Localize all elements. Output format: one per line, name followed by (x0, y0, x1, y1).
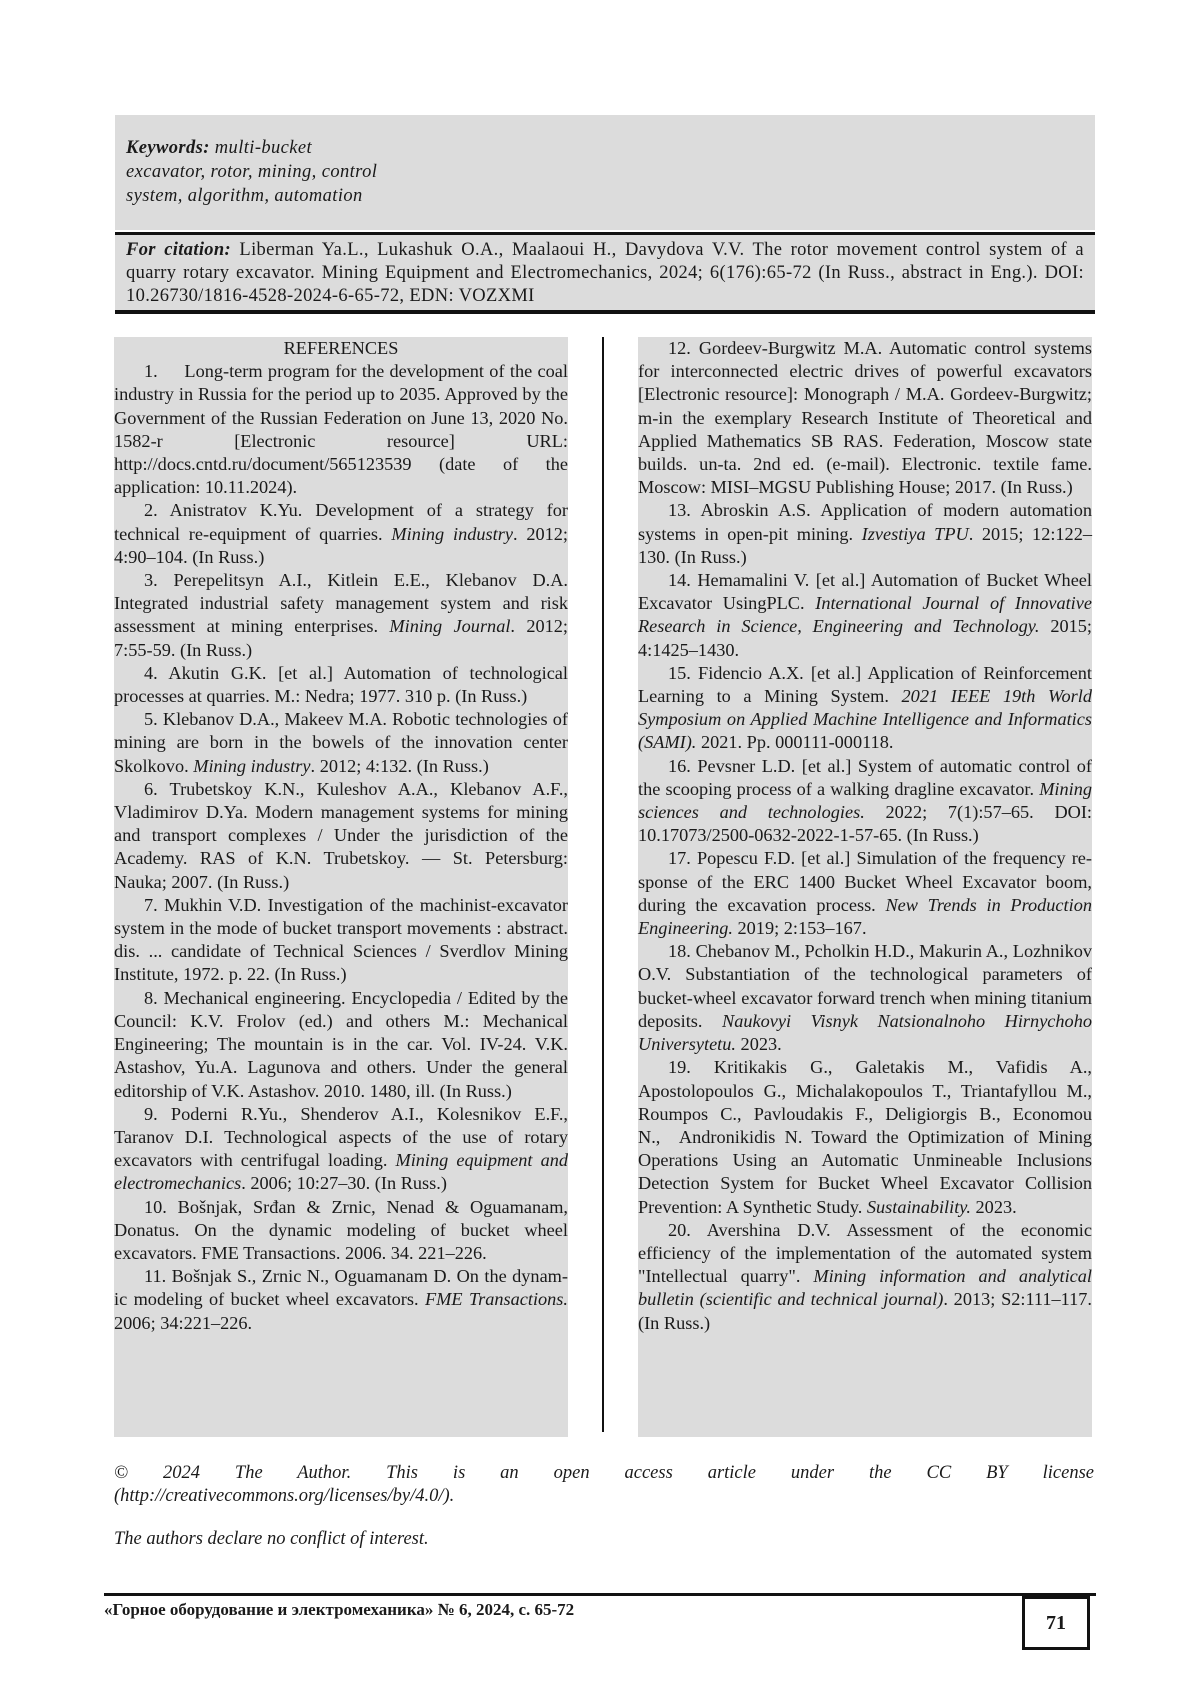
license-line-2: (http://creativecommons.org/licenses/by/4.0/). (114, 1486, 455, 1506)
references-heading: REFERENCES (283, 338, 399, 358)
reference-item (114, 778, 568, 894)
reference-source: Mining industry (193, 755, 311, 776)
keywords-label: Keywords: (126, 138, 210, 158)
reference-text: 10. Bošnjak, Srđan & Zrnic, Nenad & Oguamanam, Donatus. On the dynamic modeling of bucket wheel excavators. FME Transactions. 2006. 34. 221–226. (114, 1196, 568, 1263)
keywords-text: multi-bucket excavator, rotor, mining, control system, algorithm, automation (126, 138, 378, 206)
conflict-statement: The authors declare no conflict of interest. (114, 1529, 429, 1549)
reference-text: 9. Poderni R.Yu., Shenderov A.I., Kolesnikov E.F., Taranov D.I. Technological aspects of the use of rotary excavators with centrifugal loading. (114, 1103, 568, 1171)
reference-text: 1. Long-term program for the development of the coal industry in Russia for the period up to 2035. Approved by the Government of the Russian Federation on June 13, 2020 No. 1582-r [Electronic resource] URL: http://docs.cntd.ru/document/565123539 (date of the application: 10.11.2024). (114, 361, 568, 498)
reference-details: 2023. (735, 1034, 782, 1055)
citation-box (115, 232, 1095, 314)
reference-source: Mining information and analytical bulletin (scientific and technical journal) (638, 1266, 1092, 1310)
reference-item (114, 662, 568, 708)
citation (126, 239, 1084, 308)
reference-details: . 2013; S2:111–117. (In Russ.) (638, 1289, 1092, 1333)
column-divider (602, 337, 604, 1432)
citation-text: Liberman Ya.L., Lukashuk O.A., Maalaoui H., Davydova V.V. The rotor movement control system of a quarry rotary excavator. Mining Equipment and Electromechanics, 2024; 6(176):65-72 (In Russ., abstract in Eng.). DOI: 10.26730/1816-4528-2024-6-65-72, EDN: VOZXMI (126, 240, 1084, 306)
reference-source: Naukovyi Visnyk Natsionalnoho Hirnychoho Universytetu. (638, 1010, 1092, 1055)
keywords (126, 136, 391, 208)
reference-item (114, 987, 568, 1103)
reference-source: Mining industry (391, 523, 513, 544)
footer-rule (104, 1593, 1096, 1596)
reference-text: 12. Gordeev-Burgwitz M.A. Automatic control systems for interconnected electric drives of powerful excavators [Electronic resource]: Monograph / M.A. Gordeev-Burgwitz; m-in the exemplary Research Institute of Theoretical and Applied Mathematics SB RAS. Federation, Moscow state builds. un-ta. 2nd ed. (e-mail). Electronic. textile fame. Moscow: MISI–MGSU Publishing House; 2017. (In Russ.) (638, 338, 1092, 498)
reference-source: Izvestiya TPU (861, 523, 969, 544)
footer-journal: «Горное оборудование и электромеханика» № 6, 2024, с. 65-72 (104, 1600, 575, 1619)
reference-details: 2015; 4:1425–1430. (638, 616, 1093, 660)
reference-source: New Trends in Production Engineering. (638, 894, 1092, 939)
reference-text: 19. Kritikakis G., Galetakis M., Vafidis A., Apostolopoulos G., Michalakopoulos T., Triantafyllou M., Roumpos C., Pavloudakis F., Deligiorgis B., Economou N., Andronikidis N. Toward the Optimization of Mining Operations Using an Automatic Unmineable Inclusions Detection System for Bucket Wheel Excavator Collision Prevention: A Synthetic Study. (638, 1057, 1092, 1217)
reference-item (638, 847, 1092, 940)
reference-item (638, 1056, 1092, 1218)
reference-item (114, 708, 568, 778)
reference-text: 15. Fidencio A.X. [et al.] Application of Reinforcement Learning to a Mining System. (638, 662, 1092, 707)
reference-item (114, 360, 568, 499)
reference-text: 14. Hemamalini V. [et al.] Automation of Bucket Wheel Excavator UsingPLC. (638, 570, 1092, 614)
reference-text: 8. Mechanical engineering. Encyclopedia / Edited by the Council: K.V. Frolov (ed.) and others M.: Mechanical Engineering; The mountain is in the car. Vol. IV-24. V.K. Astashov, Yu.A. Lagunova and others. Under the general editorship of V.K. Astashov. 2010. 1480, ill. (In Russ.) (114, 987, 568, 1101)
license-notice (114, 1462, 1094, 1508)
reference-text: 7. Mukhin V.D. Investigation of the machinist-excavator system in the mode of bucket transport movements : abstract. dis. ... candidate of Technical Sciences / Sverdlov Mining Institute, 1972. p. 22. (In Russ.) (114, 894, 568, 985)
reference-text: 16. Pevsner L.D. [et al.] System of automatic control of the scooping process of a walking dragline excavator. (638, 755, 1092, 799)
reference-item (114, 1265, 568, 1335)
reference-details: 2019; 2:153–167. (732, 918, 867, 939)
reference-source: International Journal of Innovative Research in Science, Engineering and Technology. (638, 593, 1092, 637)
page-number: 71 (1022, 1596, 1090, 1650)
reference-text: 3. Perepelitsyn A.I., Kitlein E.E., Klebanov D.A. Integrated industrial safety management system and risk assessment at mining enterprises. (114, 570, 568, 637)
reference-source: 2021 IEEE 19th World Symposium on Applied Machine Intelligence and Informatics (SAMI). (638, 686, 1092, 753)
reference-text: 18. Chebanov M., Pcholkin H.D., Makurin A., Lozhnikov O.V. Substantiation of the technological parameters of bucket-wheel excavator forward trench when mining titanium deposits. (638, 941, 1092, 1031)
references-column-left (114, 337, 568, 1437)
keywords-box (115, 115, 1095, 230)
reference-item (638, 755, 1092, 848)
reference-item (638, 1219, 1092, 1335)
reference-details: . 2015; 12:122–130. (In Russ.) (638, 523, 1092, 567)
reference-source: Sustainability. (866, 1196, 971, 1217)
reference-source: Mining sciences and technologies. (638, 778, 1092, 823)
reference-item (114, 1196, 568, 1266)
license-line-1: © 2024 The Author. This is an open access article under the CC BY license (114, 1463, 1094, 1483)
reference-details: 2021. Pp. 000111-000118. (696, 732, 894, 753)
reference-item (114, 1103, 568, 1196)
reference-source: Mining equipment and electromechanics (114, 1150, 568, 1194)
reference-text: 6. Trubetskoy K.N., Kuleshov A.A., Klebanov A.F., Vladimirov D.Ya. Modern management systems for mining and transport complexes / Under the jurisdiction of the Academy. RAS of K.N. Trubetskoy. — St. Petersburg: Nauka; 2007. (In Russ.) (114, 778, 568, 892)
reference-item (638, 569, 1092, 662)
reference-text: 2. Anistratov K.Yu. Development of a strategy for technical re-equipment of quarries. (114, 500, 568, 544)
reference-text: 5. Klebanov D.A., Makeev M.A. Robotic technologies of mining are born in the bowels of the innovation center Skolkovo. (114, 709, 568, 776)
reference-item (114, 894, 568, 987)
references-column-right (638, 337, 1092, 1437)
reference-item (638, 662, 1092, 755)
reference-source: FME Transactions. (424, 1289, 568, 1310)
reference-details: . 2012; 4:132. (In Russ.) (310, 755, 489, 776)
reference-details: 2006; 34:221–226. (114, 1312, 253, 1333)
reference-item (638, 940, 1092, 1056)
reference-source: Mining Journal (389, 616, 511, 637)
reference-details: . 2006; 10:27–30. (In Russ.) (241, 1173, 447, 1194)
reference-item (638, 499, 1092, 569)
reference-details: . 2012; 4:90–104. (In Russ.) (114, 523, 568, 567)
reference-text: 17. Popescu F.D. [et al.] Simulation of the frequency re-sponse of the ERC 1400 Bucket Wheel Excavator boom, during the excavation process. (638, 848, 1092, 915)
reference-text: 20. Avershina D.V. Assessment of the economic efficiency of the implementation of the automated system "Intellectual quarry". (638, 1219, 1092, 1287)
citation-label: For citation: (126, 240, 232, 260)
reference-text: 11. Bošnjak S., Zrnic N., Oguamanam D. On the dynam-ic modeling of bucket wheel excavators. (114, 1266, 568, 1310)
reference-item (114, 499, 568, 569)
reference-details: . 2012; 7:55-59. (In Russ.) (114, 616, 568, 660)
reference-details: 2022; 7(1):57–65. DOI: 10.17073/2500-0632-2022-1-57-65. (In Russ.) (638, 802, 1093, 846)
reference-text: 13. Abroskin A.S. Application of modern automation systems in open-pit mining. (638, 500, 1092, 544)
reference-item (638, 337, 1092, 499)
reference-item (114, 569, 568, 662)
reference-text: 4. Akutin G.K. [et al.] Automation of technological processes at quarries. M.: Nedra; 1977. 310 p. (In Russ.) (114, 662, 568, 707)
reference-details: 2023. (970, 1196, 1017, 1217)
